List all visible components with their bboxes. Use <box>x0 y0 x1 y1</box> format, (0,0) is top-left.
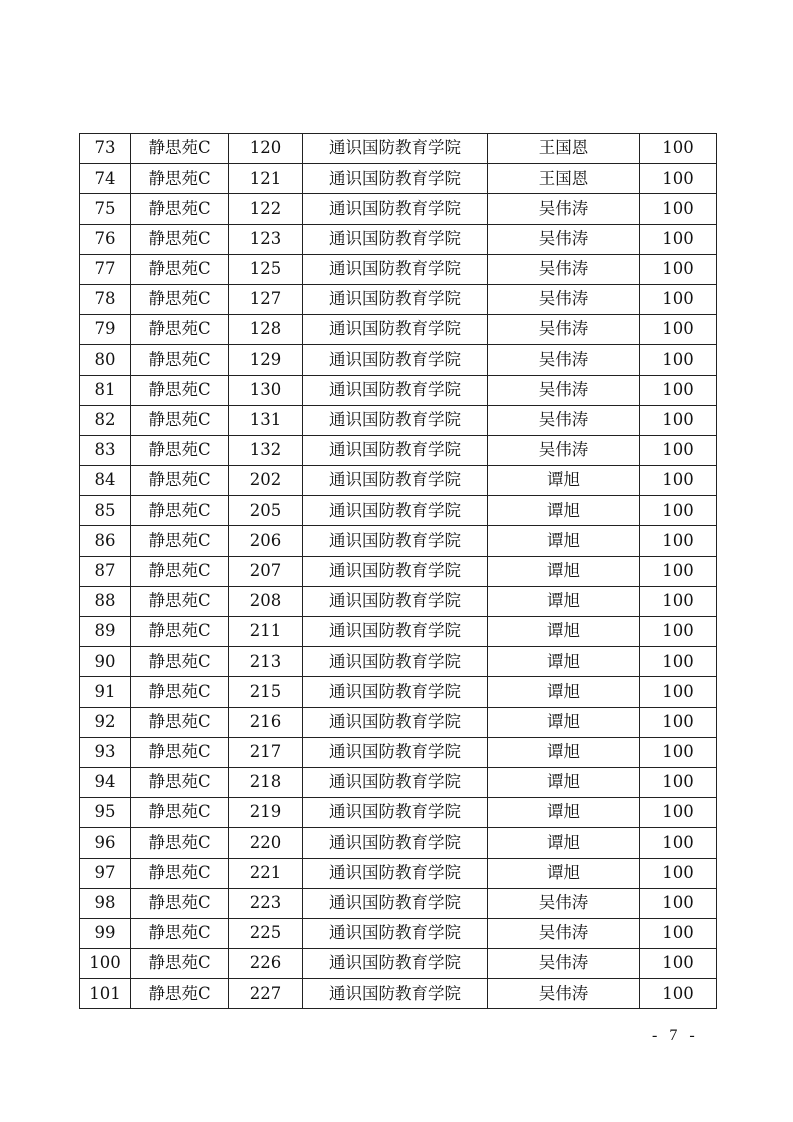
table-row <box>80 526 717 556</box>
counselor-cell: 王国恩 <box>488 134 640 164</box>
college-cell: 通识国防教育学院 <box>303 405 488 435</box>
counselor-cell: 谭旭 <box>488 526 640 556</box>
table-body <box>80 134 717 1009</box>
table-row <box>80 194 717 224</box>
building-cell: 静思苑C <box>131 345 229 375</box>
serial-number-cell: 93 <box>80 737 131 767</box>
room-number-cell: 120 <box>229 134 303 164</box>
college-cell: 通识国防教育学院 <box>303 254 488 284</box>
table-row <box>80 918 717 948</box>
college-cell: 通识国防教育学院 <box>303 949 488 979</box>
counselor-cell: 吴伟涛 <box>488 345 640 375</box>
table-row <box>80 979 717 1009</box>
counselor-cell: 吴伟涛 <box>488 284 640 314</box>
counselor-cell: 吴伟涛 <box>488 315 640 345</box>
room-number-cell: 221 <box>229 858 303 888</box>
table-row <box>80 556 717 586</box>
counselor-cell: 吴伟涛 <box>488 375 640 405</box>
score-cell: 100 <box>640 435 717 465</box>
table-row <box>80 949 717 979</box>
serial-number-cell: 84 <box>80 466 131 496</box>
room-number-cell: 211 <box>229 617 303 647</box>
building-cell: 静思苑C <box>131 677 229 707</box>
serial-number-cell: 79 <box>80 315 131 345</box>
room-number-cell: 219 <box>229 798 303 828</box>
serial-number-cell: 98 <box>80 888 131 918</box>
table-row <box>80 496 717 526</box>
serial-number-cell: 90 <box>80 647 131 677</box>
serial-number-cell: 94 <box>80 767 131 797</box>
counselor-cell: 谭旭 <box>488 496 640 526</box>
serial-number-cell: 89 <box>80 617 131 647</box>
serial-number-cell: 100 <box>80 949 131 979</box>
counselor-cell: 吴伟涛 <box>488 194 640 224</box>
score-cell: 100 <box>640 798 717 828</box>
table-row <box>80 345 717 375</box>
table-row <box>80 284 717 314</box>
college-cell: 通识国防教育学院 <box>303 767 488 797</box>
serial-number-cell: 82 <box>80 405 131 435</box>
counselor-cell: 吴伟涛 <box>488 949 640 979</box>
room-number-cell: 208 <box>229 586 303 616</box>
college-cell: 通识国防教育学院 <box>303 134 488 164</box>
room-number-cell: 125 <box>229 254 303 284</box>
page-number: - 7 - <box>652 1027 699 1044</box>
room-number-cell: 122 <box>229 194 303 224</box>
serial-number-cell: 86 <box>80 526 131 556</box>
college-cell: 通识国防教育学院 <box>303 586 488 616</box>
serial-number-cell: 85 <box>80 496 131 526</box>
score-cell: 100 <box>640 405 717 435</box>
college-cell: 通识国防教育学院 <box>303 496 488 526</box>
table-row <box>80 647 717 677</box>
score-cell: 100 <box>640 617 717 647</box>
counselor-cell: 吴伟涛 <box>488 918 640 948</box>
room-number-cell: 123 <box>229 224 303 254</box>
table-row <box>80 375 717 405</box>
college-cell: 通识国防教育学院 <box>303 828 488 858</box>
dormitory-score-table <box>79 133 717 1009</box>
score-cell: 100 <box>640 164 717 194</box>
score-cell: 100 <box>640 375 717 405</box>
room-number-cell: 217 <box>229 737 303 767</box>
score-cell: 100 <box>640 767 717 797</box>
building-cell: 静思苑C <box>131 164 229 194</box>
serial-number-cell: 92 <box>80 707 131 737</box>
table-row <box>80 707 717 737</box>
room-number-cell: 127 <box>229 284 303 314</box>
building-cell: 静思苑C <box>131 375 229 405</box>
table-row <box>80 858 717 888</box>
table-row <box>80 254 717 284</box>
counselor-cell: 谭旭 <box>488 617 640 647</box>
score-cell: 100 <box>640 918 717 948</box>
score-cell: 100 <box>640 254 717 284</box>
serial-number-cell: 81 <box>80 375 131 405</box>
college-cell: 通识国防教育学院 <box>303 979 488 1009</box>
score-cell: 100 <box>640 949 717 979</box>
room-number-cell: 216 <box>229 707 303 737</box>
counselor-cell: 王国恩 <box>488 164 640 194</box>
building-cell: 静思苑C <box>131 224 229 254</box>
room-number-cell: 207 <box>229 556 303 586</box>
score-cell: 100 <box>640 828 717 858</box>
building-cell: 静思苑C <box>131 828 229 858</box>
score-cell: 100 <box>640 586 717 616</box>
college-cell: 通识国防教育学院 <box>303 224 488 254</box>
counselor-cell: 谭旭 <box>488 737 640 767</box>
serial-number-cell: 77 <box>80 254 131 284</box>
room-number-cell: 206 <box>229 526 303 556</box>
building-cell: 静思苑C <box>131 284 229 314</box>
room-number-cell: 225 <box>229 918 303 948</box>
college-cell: 通识国防教育学院 <box>303 375 488 405</box>
serial-number-cell: 80 <box>80 345 131 375</box>
building-cell: 静思苑C <box>131 858 229 888</box>
building-cell: 静思苑C <box>131 315 229 345</box>
college-cell: 通识国防教育学院 <box>303 647 488 677</box>
counselor-cell: 吴伟涛 <box>488 979 640 1009</box>
college-cell: 通识国防教育学院 <box>303 556 488 586</box>
room-number-cell: 213 <box>229 647 303 677</box>
building-cell: 静思苑C <box>131 435 229 465</box>
table-row <box>80 677 717 707</box>
building-cell: 静思苑C <box>131 949 229 979</box>
score-cell: 100 <box>640 556 717 586</box>
serial-number-cell: 74 <box>80 164 131 194</box>
score-cell: 100 <box>640 284 717 314</box>
college-cell: 通识国防教育学院 <box>303 918 488 948</box>
room-number-cell: 128 <box>229 315 303 345</box>
building-cell: 静思苑C <box>131 918 229 948</box>
serial-number-cell: 101 <box>80 979 131 1009</box>
table-row <box>80 617 717 647</box>
score-cell: 100 <box>640 315 717 345</box>
counselor-cell: 吴伟涛 <box>488 224 640 254</box>
college-cell: 通识国防教育学院 <box>303 526 488 556</box>
counselor-cell: 谭旭 <box>488 707 640 737</box>
score-cell: 100 <box>640 224 717 254</box>
room-number-cell: 215 <box>229 677 303 707</box>
score-cell: 100 <box>640 737 717 767</box>
counselor-cell: 吴伟涛 <box>488 435 640 465</box>
counselor-cell: 谭旭 <box>488 466 640 496</box>
building-cell: 静思苑C <box>131 617 229 647</box>
score-cell: 100 <box>640 979 717 1009</box>
college-cell: 通识国防教育学院 <box>303 315 488 345</box>
serial-number-cell: 88 <box>80 586 131 616</box>
college-cell: 通识国防教育学院 <box>303 798 488 828</box>
score-cell: 100 <box>640 345 717 375</box>
room-number-cell: 226 <box>229 949 303 979</box>
college-cell: 通识国防教育学院 <box>303 737 488 767</box>
building-cell: 静思苑C <box>131 737 229 767</box>
serial-number-cell: 78 <box>80 284 131 314</box>
table-row <box>80 767 717 797</box>
table-row <box>80 315 717 345</box>
building-cell: 静思苑C <box>131 586 229 616</box>
building-cell: 静思苑C <box>131 979 229 1009</box>
table-row <box>80 164 717 194</box>
room-number-cell: 121 <box>229 164 303 194</box>
table-row <box>80 435 717 465</box>
building-cell: 静思苑C <box>131 254 229 284</box>
room-number-cell: 205 <box>229 496 303 526</box>
table-row <box>80 737 717 767</box>
score-cell: 100 <box>640 496 717 526</box>
building-cell: 静思苑C <box>131 405 229 435</box>
table-row <box>80 828 717 858</box>
serial-number-cell: 87 <box>80 556 131 586</box>
counselor-cell: 谭旭 <box>488 647 640 677</box>
building-cell: 静思苑C <box>131 194 229 224</box>
college-cell: 通识国防教育学院 <box>303 888 488 918</box>
college-cell: 通识国防教育学院 <box>303 707 488 737</box>
score-cell: 100 <box>640 707 717 737</box>
room-number-cell: 131 <box>229 405 303 435</box>
counselor-cell: 谭旭 <box>488 828 640 858</box>
college-cell: 通识国防教育学院 <box>303 164 488 194</box>
score-cell: 100 <box>640 647 717 677</box>
serial-number-cell: 76 <box>80 224 131 254</box>
college-cell: 通识国防教育学院 <box>303 466 488 496</box>
college-cell: 通识国防教育学院 <box>303 677 488 707</box>
room-number-cell: 132 <box>229 435 303 465</box>
serial-number-cell: 91 <box>80 677 131 707</box>
score-cell: 100 <box>640 466 717 496</box>
counselor-cell: 谭旭 <box>488 586 640 616</box>
building-cell: 静思苑C <box>131 466 229 496</box>
college-cell: 通识国防教育学院 <box>303 194 488 224</box>
score-cell: 100 <box>640 194 717 224</box>
counselor-cell: 吴伟涛 <box>488 254 640 284</box>
college-cell: 通识国防教育学院 <box>303 345 488 375</box>
building-cell: 静思苑C <box>131 526 229 556</box>
college-cell: 通识国防教育学院 <box>303 617 488 647</box>
college-cell: 通识国防教育学院 <box>303 858 488 888</box>
score-cell: 100 <box>640 888 717 918</box>
room-number-cell: 227 <box>229 979 303 1009</box>
serial-number-cell: 83 <box>80 435 131 465</box>
building-cell: 静思苑C <box>131 496 229 526</box>
counselor-cell: 谭旭 <box>488 556 640 586</box>
counselor-cell: 吴伟涛 <box>488 888 640 918</box>
building-cell: 静思苑C <box>131 888 229 918</box>
room-number-cell: 223 <box>229 888 303 918</box>
building-cell: 静思苑C <box>131 798 229 828</box>
building-cell: 静思苑C <box>131 134 229 164</box>
score-cell: 100 <box>640 858 717 888</box>
serial-number-cell: 75 <box>80 194 131 224</box>
table-row <box>80 798 717 828</box>
serial-number-cell: 97 <box>80 858 131 888</box>
room-number-cell: 202 <box>229 466 303 496</box>
room-number-cell: 129 <box>229 345 303 375</box>
score-cell: 100 <box>640 677 717 707</box>
table-row <box>80 134 717 164</box>
serial-number-cell: 96 <box>80 828 131 858</box>
counselor-cell: 谭旭 <box>488 767 640 797</box>
room-number-cell: 220 <box>229 828 303 858</box>
building-cell: 静思苑C <box>131 767 229 797</box>
college-cell: 通识国防教育学院 <box>303 284 488 314</box>
table-row <box>80 586 717 616</box>
counselor-cell: 吴伟涛 <box>488 405 640 435</box>
score-cell: 100 <box>640 526 717 556</box>
table-row <box>80 224 717 254</box>
counselor-cell: 谭旭 <box>488 858 640 888</box>
serial-number-cell: 73 <box>80 134 131 164</box>
building-cell: 静思苑C <box>131 707 229 737</box>
room-number-cell: 130 <box>229 375 303 405</box>
serial-number-cell: 99 <box>80 918 131 948</box>
table-row <box>80 888 717 918</box>
building-cell: 静思苑C <box>131 647 229 677</box>
building-cell: 静思苑C <box>131 556 229 586</box>
counselor-cell: 谭旭 <box>488 677 640 707</box>
table-row <box>80 466 717 496</box>
room-number-cell: 218 <box>229 767 303 797</box>
serial-number-cell: 95 <box>80 798 131 828</box>
score-cell: 100 <box>640 134 717 164</box>
counselor-cell: 谭旭 <box>488 798 640 828</box>
college-cell: 通识国防教育学院 <box>303 435 488 465</box>
table-row <box>80 405 717 435</box>
